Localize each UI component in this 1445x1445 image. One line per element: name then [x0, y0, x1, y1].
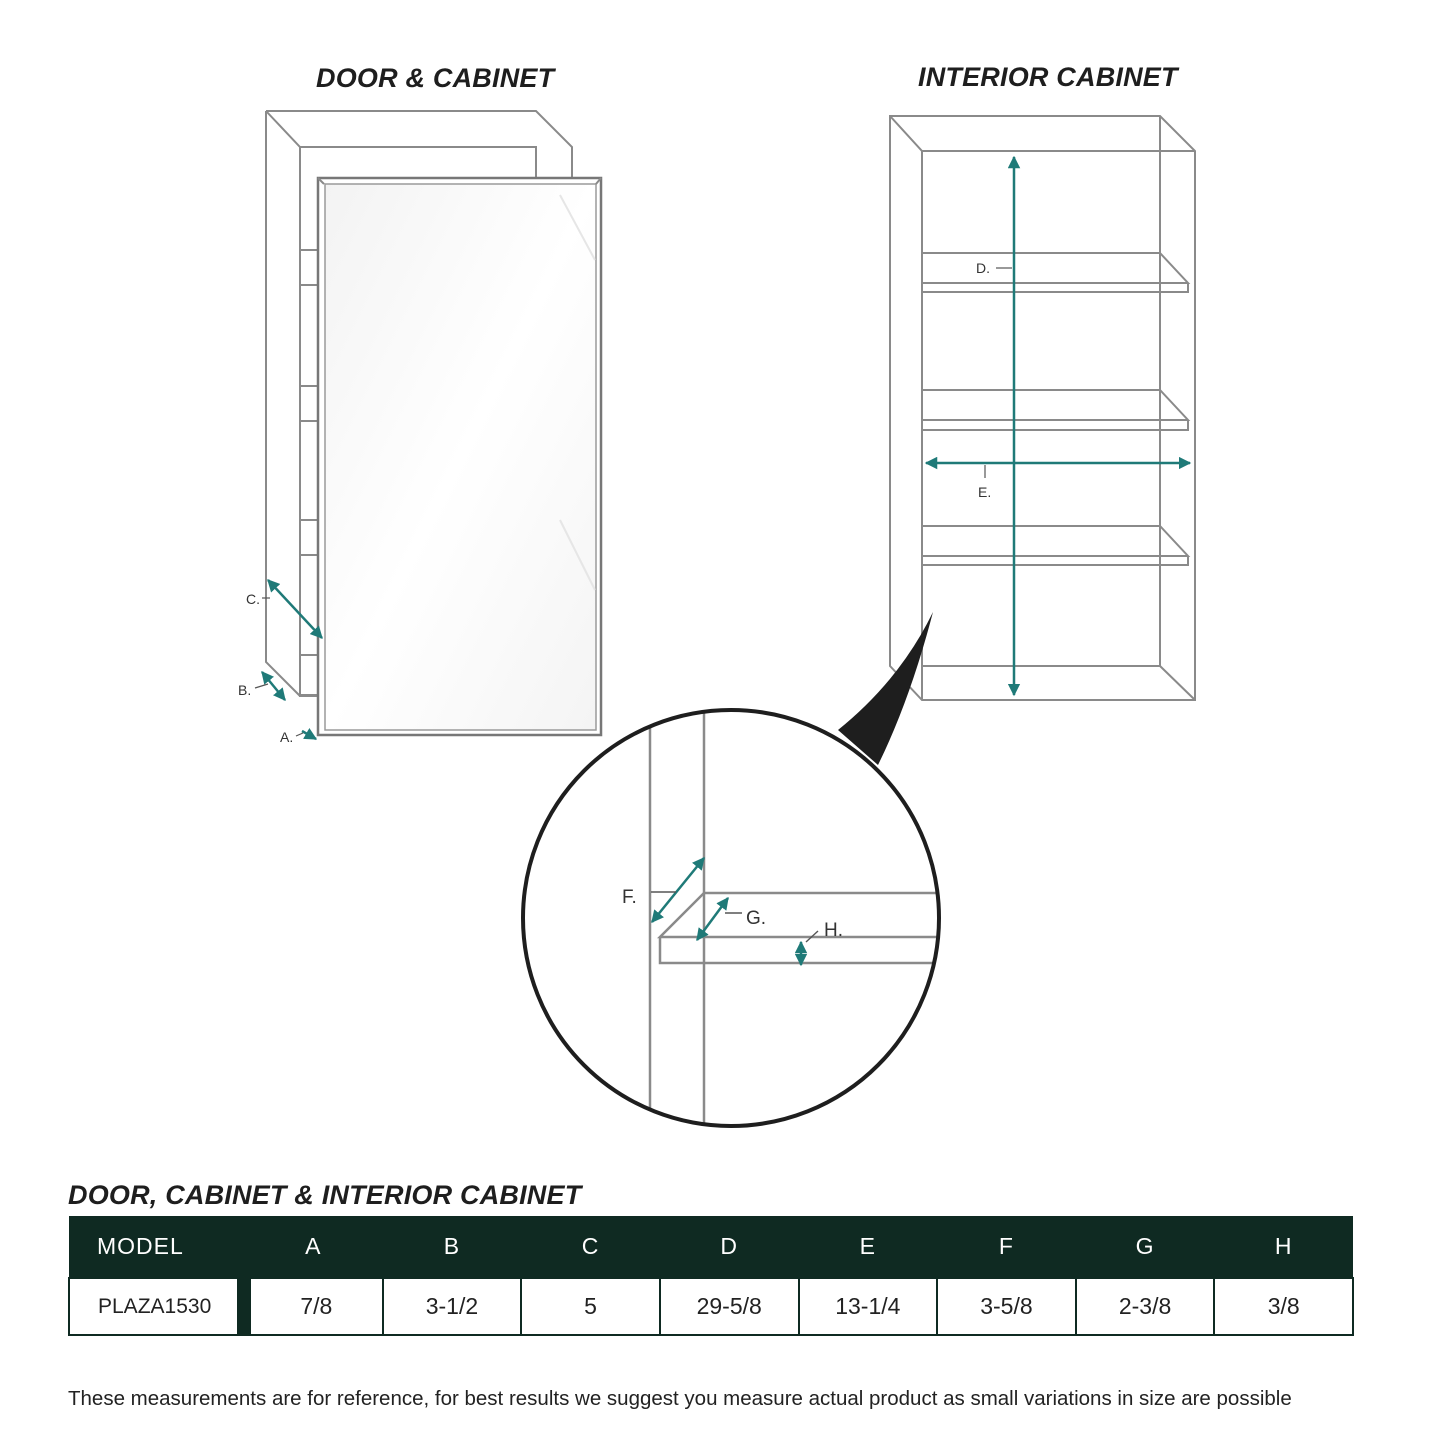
shelf-3 [922, 526, 1188, 565]
header-c: C [521, 1216, 660, 1278]
shelf-1 [922, 253, 1188, 292]
door-cabinet-drawing [266, 111, 601, 735]
header-h: H [1214, 1216, 1353, 1278]
header-f: F [937, 1216, 1076, 1278]
label-g: G. [746, 908, 767, 929]
shelf-2 [922, 390, 1188, 430]
label-e: E. [978, 484, 992, 500]
interior-cabinet-title: INTERIOR CABINET [918, 62, 1178, 92]
label-c: C. [246, 591, 260, 607]
door-cabinet-title: DOOR & CABINET [316, 63, 555, 93]
cell-h: 3/8 [1214, 1278, 1353, 1335]
label-f: F. [622, 887, 637, 908]
table-row [69, 1278, 1353, 1335]
cell-e: 13-1/4 [799, 1278, 938, 1335]
label-d: D. [976, 260, 990, 276]
table-title: DOOR, CABINET & INTERIOR CABINET [68, 1180, 582, 1210]
table-header-row [69, 1216, 1353, 1278]
door-leader-lines [255, 598, 303, 736]
header-a: A [244, 1216, 383, 1278]
cell-c: 5 [521, 1278, 660, 1335]
cell-d: 29-5/8 [660, 1278, 799, 1335]
label-a: A. [280, 729, 294, 745]
cell-a: 7/8 [244, 1278, 383, 1335]
header-d: D [660, 1216, 799, 1278]
header-e: E [799, 1216, 938, 1278]
interior-leader-lines [985, 268, 1012, 478]
callout-pointer [838, 612, 933, 765]
interior-dimension-arrows [926, 157, 1190, 695]
header-g: G [1076, 1216, 1215, 1278]
cell-b: 3-1/2 [383, 1278, 522, 1335]
cell-f: 3-5/8 [937, 1278, 1076, 1335]
interior-cabinet-drawing [890, 116, 1195, 700]
cell-model: PLAZA1530 [69, 1278, 244, 1335]
header-b: B [383, 1216, 522, 1278]
label-b: B. [238, 682, 252, 698]
dimension-table [68, 1216, 1354, 1336]
header-model: MODEL [69, 1216, 244, 1278]
measurement-note: These measurements are for reference, for best results we suggest you measure actual product as small variations in size are possible [68, 1387, 1292, 1410]
label-h: H. [824, 920, 843, 941]
cell-g: 2-3/8 [1076, 1278, 1215, 1335]
